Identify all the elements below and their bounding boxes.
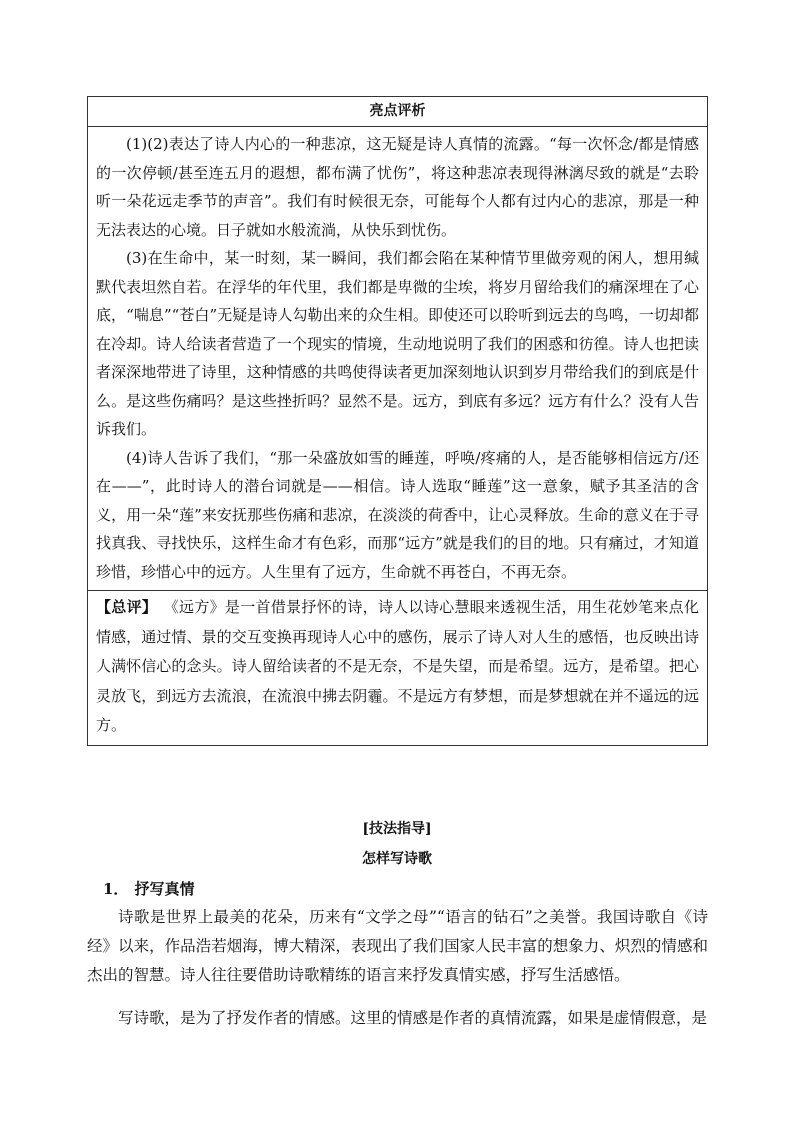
- commentary-box: [87, 96, 708, 746]
- subsection-heading: [103, 878, 194, 899]
- subsection-number: 1．: [103, 880, 129, 898]
- subsection-title: 抒写真情: [134, 880, 195, 898]
- commentary-body: [88, 127, 707, 591]
- commentary-paragraph-1: (1)(2)表达了诗人内心的一种悲凉，这无疑是诗人真情的流露。“每一次怀念/都是情感的一次停顿/甚至连五月的遐想，都布满了忧伤”，将这种悲凉表现得淋漓尽致的就是“去聆听一朵花远走季节的声音”。我们有时候很无奈，可能每个人都有过内心的悲凉，那是一种无法表达的心境。日子就如水般流淌，从快乐到忧伤。: [96, 135, 699, 239]
- section-title: 怎样写诗歌: [362, 851, 432, 867]
- commentary-header: 亮点评析: [88, 97, 707, 127]
- summary-text: 《远方》是一首借景抒怀的诗，诗人以诗心慧眼来透视生活，用生花妙笔来点化情感，通过情、景的交互变换再现诗人心中的感伤，展示了诗人对人生的感悟，也反映出诗人满怀信心的念头。诗人留给读者的不是无奈，不是失望，而是希望。远方，是希望。把心灵放飞，到远方去流浪，在流浪中拂去阴霾。不是远方有梦想，而是梦想就在并不遥远的远方。: [96, 598, 699, 734]
- commentary-paragraph-3: (4)诗人告诉了我们，“那一朵盛放如雪的睡莲，呼唤/疼痛的人，是否能够相信远方/还在——”，此时诗人的潜台词就是——相信。诗人选取“睡莲”这一意象，赋予其圣洁的含义，用一朵“莲”来安抚那些伤痛和悲凉，在淡淡的荷香中，让心灵释放。生命的意义在于寻找真我、寻找快乐，这样生命才有色彩，而那“远方”就是我们的目的地。只有痛过，才知道珍惜，珍惜心中的远方。人生里有了远方，生命就不再苍白，不再无奈。: [96, 448, 699, 581]
- summary-block: [88, 591, 707, 745]
- body-text: [87, 903, 708, 1033]
- body-paragraph-1: 诗歌是世界上最美的花朵，历来有“文学之母”“语言的钻石”之美誉。我国诗歌自《诗经》以来，作品浩若烟海，博大精深，表现出了我们国家人民丰富的想象力、炽烈的情感和杰出的智慧。诗人往往要借助诗歌精练的语言来抒发真情实感，抒写生活感悟。: [87, 908, 708, 984]
- section-label: [技法指导]: [362, 821, 432, 837]
- body-paragraph-2: 写诗歌，是为了抒发作者的情感。这里的情感是作者的真情流露，如果是虚情假意，是: [118, 1009, 708, 1027]
- summary-tag: 【总评】: [96, 598, 158, 616]
- commentary-paragraph-2: (3)在生命中，某一时刻，某一瞬间，我们都会陷在某种情节里做旁观的闲人，想用缄默代表坦然自若。在浮华的年代里，我们都是卑微的尘埃，将岁月留给我们的痛深埋在了心底，“喘息”“苍白”无疑是诗人勾勒出来的众生相。即使还可以聆听到远去的鸟鸣，一切却都在冷却。诗人给读者营造了一个现实的情境，生动地说明了我们的困惑和彷徨。诗人也把读者深深地带进了诗里，这种情感的共鸣使得读者更加深刻地认识到岁月带给我们的到底是什么。是这些伤痛吗？是这些挫折吗？显然不是。远方，到底有多远？远方有什么？没有人告诉我们。: [96, 249, 699, 438]
